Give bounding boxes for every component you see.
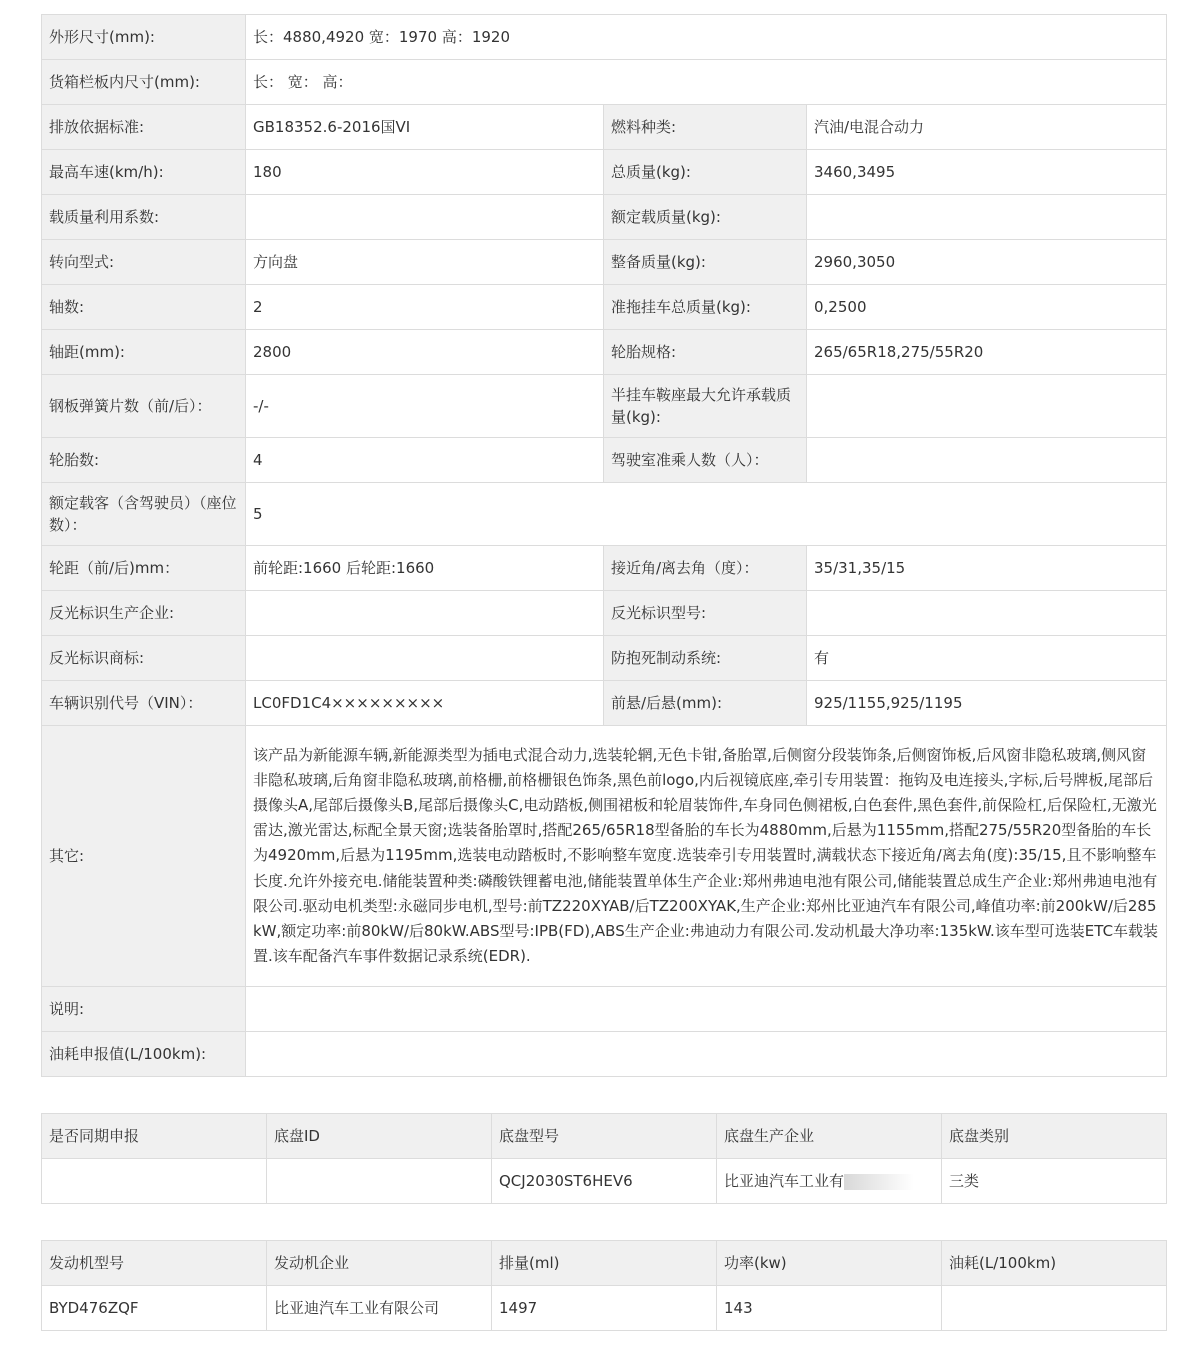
fuel-report-label: 油耗申报值(L/100km):	[42, 1032, 246, 1077]
reflector-maker-value	[246, 591, 604, 636]
chassis-header-class: 底盘类别	[942, 1114, 1167, 1159]
dimensions-label: 外形尺寸(mm):	[42, 15, 246, 60]
emission-value: GB18352.6-2016国VI	[246, 105, 604, 150]
vin-label: 车辆识别代号（VIN）：	[42, 681, 246, 726]
saddle-load-label: 半挂车鞍座最大允许承载质量(kg):	[604, 375, 807, 438]
trailer-mass-label: 准拖挂车总质量(kg):	[604, 285, 807, 330]
reflector-brand-label: 反光标识商标:	[42, 636, 246, 681]
total-mass-value: 3460,3495	[807, 150, 1167, 195]
overhang-value: 925/1155,925/1195	[807, 681, 1167, 726]
chassis-header-concurrent: 是否同期申报	[42, 1114, 267, 1159]
engine-power-value: 143	[717, 1286, 942, 1331]
saddle-load-value	[807, 375, 1167, 438]
wheelbase-label: 轴距(mm):	[42, 330, 246, 375]
max-speed-label: 最高车速(km/h):	[42, 150, 246, 195]
load-coefficient-label: 载质量利用系数:	[42, 195, 246, 240]
rated-load-value	[807, 195, 1167, 240]
trailer-mass-value: 0,2500	[807, 285, 1167, 330]
engine-header-power: 功率(kw)	[717, 1241, 942, 1286]
reflector-maker-label: 反光标识生产企业:	[42, 591, 246, 636]
curb-weight-value: 2960,3050	[807, 240, 1167, 285]
passengers-value: 5	[246, 483, 1167, 546]
max-speed-value: 180	[246, 150, 604, 195]
tire-spec-value: 265/65R18,275/55R20	[807, 330, 1167, 375]
axles-value: 2	[246, 285, 604, 330]
chassis-concurrent-value	[42, 1159, 267, 1204]
engine-header-fuel: 油耗(L/100km)	[942, 1241, 1167, 1286]
vin-value: LC0FD1C4×××××××××	[246, 681, 604, 726]
track-width-label: 轮距（前/后)mm：	[42, 546, 246, 591]
fuel-type-label: 燃料种类:	[604, 105, 807, 150]
engine-displacement-value: 1497	[492, 1286, 717, 1331]
engine-header-maker: 发动机企业	[267, 1241, 492, 1286]
vehicle-spec-table	[41, 14, 1167, 1077]
engine-table	[41, 1240, 1167, 1331]
total-mass-label: 总质量(kg):	[604, 150, 807, 195]
cab-capacity-label: 驾驶室准乘人数（人）：	[604, 438, 807, 483]
abs-value: 有	[807, 636, 1167, 681]
overhang-label: 前悬/后悬(mm):	[604, 681, 807, 726]
fuel-report-value	[246, 1032, 1167, 1077]
approach-angle-label: 接近角/离去角（度）：	[604, 546, 807, 591]
reflector-model-label: 反光标识型号:	[604, 591, 807, 636]
engine-header-displacement: 排量(ml)	[492, 1241, 717, 1286]
tire-spec-label: 轮胎规格:	[604, 330, 807, 375]
engine-header-model: 发动机型号	[42, 1241, 267, 1286]
reflector-brand-value	[246, 636, 604, 681]
engine-model-value: BYD476ZQF	[42, 1286, 267, 1331]
chassis-table	[41, 1113, 1167, 1204]
cargo-box-value: 长： 宽： 高：	[246, 60, 1167, 105]
wheelbase-value: 2800	[246, 330, 604, 375]
axles-label: 轴数:	[42, 285, 246, 330]
blur-mask	[844, 1174, 914, 1190]
chassis-header-model: 底盘型号	[492, 1114, 717, 1159]
emission-label: 排放依据标准:	[42, 105, 246, 150]
note-value	[246, 987, 1167, 1032]
abs-label: 防抱死制动系统:	[604, 636, 807, 681]
steering-value: 方向盘	[246, 240, 604, 285]
tire-count-label: 轮胎数:	[42, 438, 246, 483]
chassis-header-maker: 底盘生产企业	[717, 1114, 942, 1159]
track-width-value: 前轮距:1660 后轮距:1660	[246, 546, 604, 591]
rated-load-label: 额定载质量(kg):	[604, 195, 807, 240]
approach-angle-value: 35/31,35/15	[807, 546, 1167, 591]
curb-weight-label: 整备质量(kg):	[604, 240, 807, 285]
other-value: 该产品为新能源车辆,新能源类型为插电式混合动力,选装轮辋,无色卡钳,备胎罩,后侧窗分段装饰条,后侧窗饰板,后风窗非隐私玻璃,侧风窗非隐私玻璃,后角窗非隐私玻璃,前格栅,前格栅银色饰条,黑色前logo,内后视镜底座,牵引专用装置：拖钩及电连接头,字标,后号牌板,尾部后摄像头A,尾部后摄像头B,尾部后摄像头C,电动踏板,侧围裙板和轮眉装饰件,车身同色侧裙板,白色套件,黑色套件,前保险杠,后保险杠,无激光雷达,激光雷达,标配全景天窗;选装备胎罩时,搭配265/65R18型备胎的车长为4880mm,后悬为1155mm,搭配275/55R20型备胎的车长为4920mm,后悬为1195mm,选装电动踏板时,不影响整车宽度.选装牵引专用装置时,满载状态下接近角/离去角(度):35/15,且不影响整车长度.允许外接充电.储能装置种类:磷酸铁锂蓄电池,储能装置单体生产企业:郑州弗迪电池有限公司,储能装置总成生产企业:郑州弗迪电池有限公司.驱动电机类型:永磁同步电机,型号:前TZ220XYAB/后TZ200XYAK,生产企业:郑州比亚迪汽车有限公司,峰值功率:前200kW/后285kW,额定功率:前80kW/后80kW.ABS型号:IPB(FD),ABS生产企业:弗迪动力有限公司.发动机最大净功率:135kW.该车型可选装ETC车载装置.该车配备汽车事件数据记录系统(EDR).	[246, 726, 1167, 987]
load-coefficient-value	[246, 195, 604, 240]
engine-maker-value: 比亚迪汽车工业有限公司	[267, 1286, 492, 1331]
cargo-box-label: 货箱栏板内尺寸(mm):	[42, 60, 246, 105]
chassis-model-value: QCJ2030ST6HEV6	[492, 1159, 717, 1204]
reflector-model-value	[807, 591, 1167, 636]
leaf-spring-value: -/-	[246, 375, 604, 438]
chassis-id-value	[267, 1159, 492, 1204]
chassis-maker-value: 比亚迪汽车工业有	[724, 1172, 845, 1190]
leaf-spring-label: 钢板弹簧片数（前/后）：	[42, 375, 246, 438]
chassis-header-id: 底盘ID	[267, 1114, 492, 1159]
fuel-type-value: 汽油/电混合动力	[807, 105, 1167, 150]
dimensions-value: 长：4880,4920 宽：1970 高：1920	[246, 15, 1167, 60]
chassis-class-value: 三类	[942, 1159, 1167, 1204]
other-label: 其它:	[42, 726, 246, 987]
engine-fuel-value	[942, 1286, 1167, 1331]
note-label: 说明:	[42, 987, 246, 1032]
passengers-label: 额定载客（含驾驶员）（座位数）：	[42, 483, 246, 546]
tire-count-value: 4	[246, 438, 604, 483]
cab-capacity-value	[807, 438, 1167, 483]
chassis-maker-cell	[717, 1159, 942, 1204]
steering-label: 转向型式:	[42, 240, 246, 285]
